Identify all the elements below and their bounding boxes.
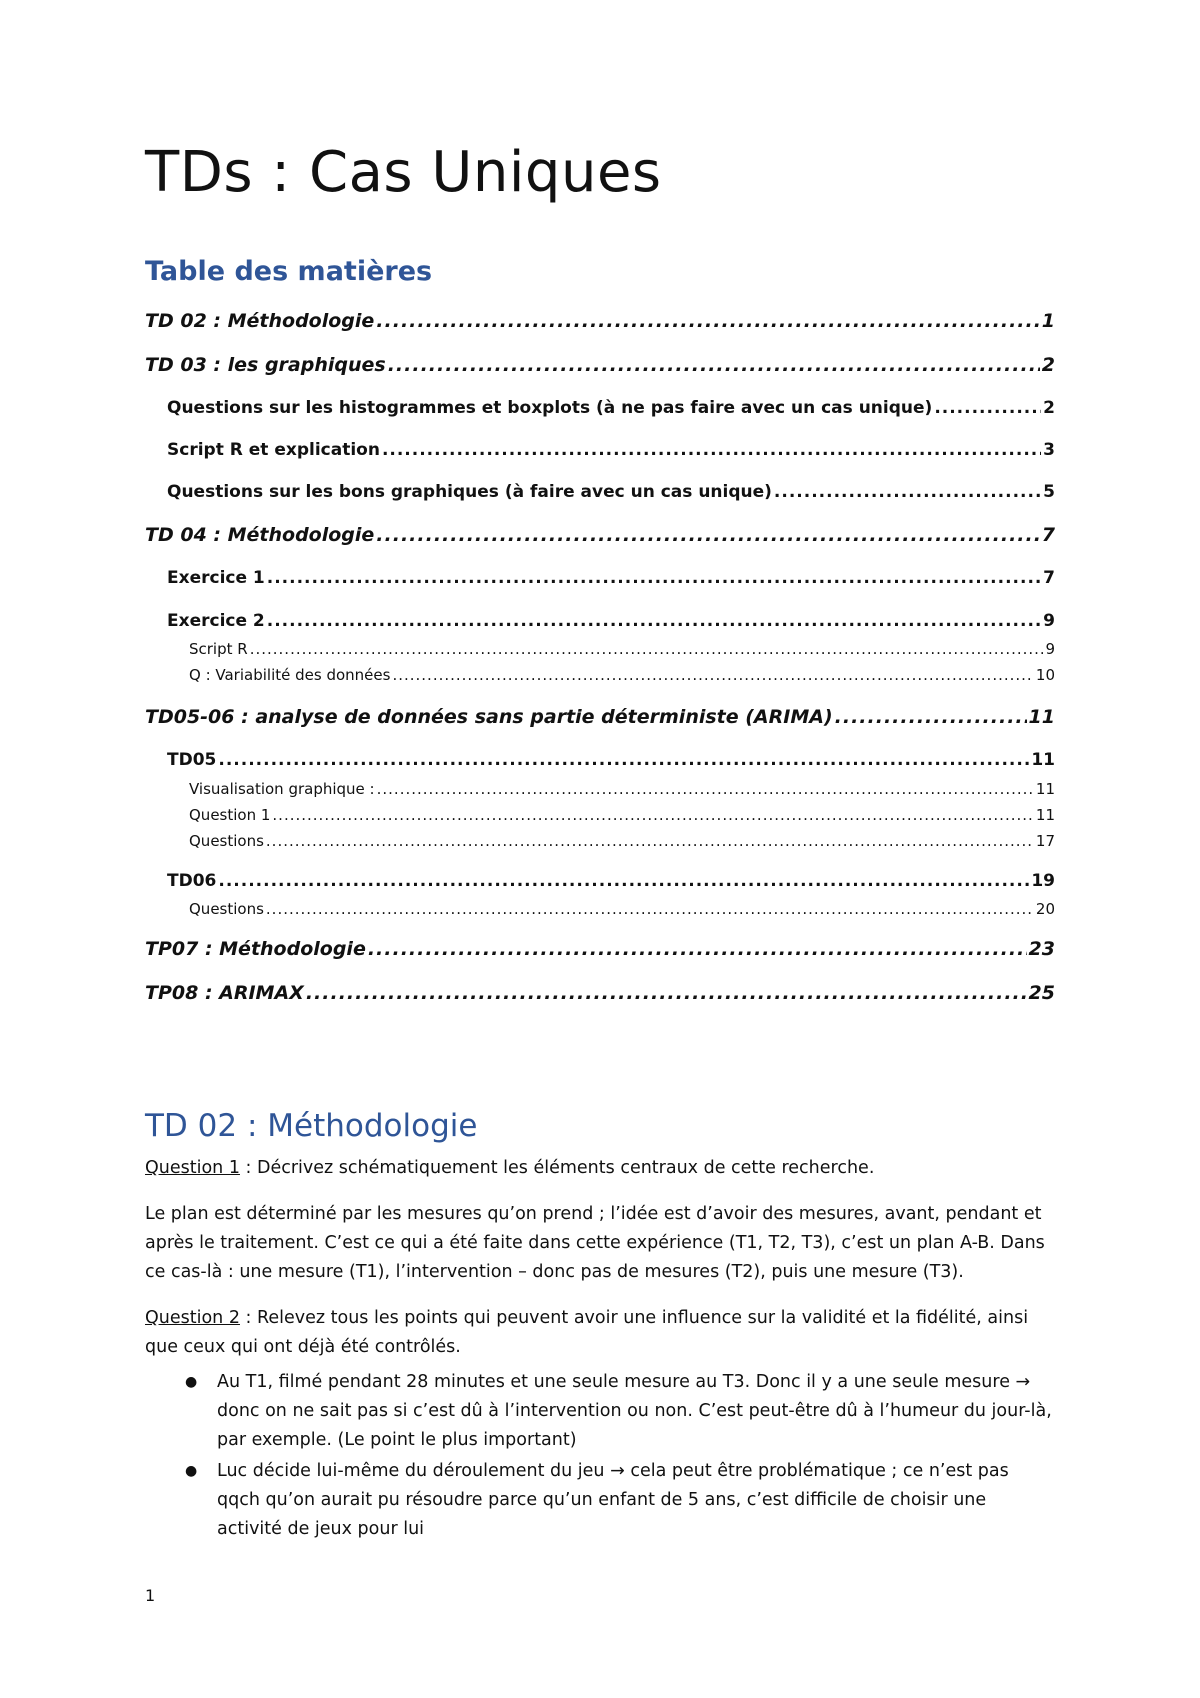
toc-entry[interactable]: [167, 482, 1055, 502]
bullet-text: Au T1, filmé pendant 28 minutes et une seule mesure au T3. Donc il y a une seule mesure: [217, 1372, 1016, 1392]
toc-leader: [368, 938, 1027, 960]
toc-entry-text: Questions: [189, 900, 264, 918]
question-1-label: Question 1: [145, 1158, 240, 1178]
toc-entry-page: 11: [1035, 780, 1055, 798]
toc-leader: [377, 780, 1034, 798]
toc-entry[interactable]: [167, 440, 1055, 460]
document-title: TDs : Cas Uniques: [145, 140, 662, 205]
toc-entry-text: Question 1: [189, 806, 271, 824]
toc-entry-text: TP08 : ARIMAX: [145, 982, 304, 1004]
toc-entry-text: TD 03 : les graphiques: [145, 354, 386, 376]
toc-entry-page: 20: [1035, 900, 1055, 918]
toc-entry-text: TP07 : Méthodologie: [145, 938, 366, 960]
bullet-list: [145, 1368, 1055, 1546]
toc-entry[interactable]: [167, 611, 1055, 631]
toc-entry-page: 1: [1041, 310, 1055, 332]
toc-leader: [266, 832, 1034, 850]
toc-entry-page: 5: [1043, 482, 1055, 502]
toc-entry[interactable]: [167, 750, 1055, 770]
toc-entry-page: 7: [1043, 568, 1055, 588]
toc-leader: [376, 524, 1039, 546]
toc-entry-page: 9: [1045, 640, 1055, 658]
toc-leader: [250, 640, 1044, 658]
toc-entry[interactable]: [167, 871, 1055, 891]
toc-leader: [218, 871, 1029, 891]
toc-entry-page: 25: [1028, 982, 1055, 1004]
toc-entry[interactable]: [145, 982, 1055, 1004]
bullet-text: Luc décide lui-même du déroulement du jeu: [217, 1461, 611, 1481]
question-1: [145, 1154, 1055, 1183]
toc-entry[interactable]: [167, 568, 1055, 588]
toc-entry[interactable]: [145, 938, 1055, 960]
question-2: [145, 1304, 1055, 1362]
toc-leader: [218, 750, 1029, 770]
toc-entry[interactable]: [145, 354, 1055, 376]
toc-entry[interactable]: [189, 640, 1055, 658]
toc-entry-text: Q : Variabilité des données: [189, 666, 391, 684]
toc-leader: [774, 482, 1041, 502]
toc-entry[interactable]: [145, 706, 1055, 728]
toc-entry-text: TD 04 : Méthodologie: [145, 524, 375, 546]
bullet-text: cela peut être problématique ; ce n’est pas qqch qu’on aurait pu résoudre parce qu’un enfant de 5 ans, c’est difficile de choisir une activité de jeux pour lui: [217, 1461, 1009, 1539]
toc-leader: [306, 982, 1027, 1004]
toc-entry-page: 10: [1035, 666, 1055, 684]
toc-entry[interactable]: [189, 780, 1055, 798]
toc-entry-page: 2: [1041, 354, 1055, 376]
section-heading: TD 02 : Méthodologie: [145, 1108, 478, 1144]
toc-entry-text: Exercice 1: [167, 568, 265, 588]
toc-entry-page: 3: [1043, 440, 1055, 460]
toc-entry-text: Script R: [189, 640, 248, 658]
question-2-text: : Relevez tous les points qui peuvent avoir une influence sur la validité et la fidélité, ainsi que ceux qui ont déjà été contrôlés.: [145, 1308, 1029, 1357]
toc-leader: [267, 611, 1041, 631]
toc-entry-text: Questions sur les bons graphiques (à faire avec un cas unique): [167, 482, 772, 502]
toc-heading: Table des matières: [145, 256, 433, 287]
toc-leader: [267, 568, 1041, 588]
question-1-text: : Décrivez schématiquement les éléments centraux de cette recherche.: [239, 1158, 875, 1178]
list-item: [145, 1368, 1055, 1455]
toc-entry[interactable]: [167, 398, 1055, 418]
arrow-right-icon: →: [610, 1461, 625, 1481]
toc-entry-text: Visualisation graphique :: [189, 780, 375, 798]
toc-entry-page: 11: [1028, 706, 1055, 728]
answer-1: Le plan est déterminé par les mesures qu’on prend ; l’idée est d’avoir des mesures, avant, pendant et après le traitement. C’est ce qui a été faite dans cette expérience (T1, T2, T3), c’est un plan A-B. Dans ce cas-là : une mesure (T1), l’intervention – donc pas de mesures (T2), puis une mesure (T3).: [145, 1204, 1045, 1282]
toc-entry-text: TD05-06 : analyse de données sans partie déterministe (ARIMA): [145, 706, 833, 728]
page-number: 1: [145, 1586, 156, 1605]
list-item: [145, 1457, 1055, 1544]
toc-entry-text: TD05: [167, 750, 217, 770]
toc-entry-page: 7: [1041, 524, 1055, 546]
toc-entry[interactable]: [189, 806, 1055, 824]
toc-entry-page: 11: [1035, 806, 1055, 824]
toc-entry[interactable]: [189, 900, 1055, 918]
toc-entry[interactable]: [145, 524, 1055, 546]
toc-leader: [392, 666, 1033, 684]
bullet-dot-icon: ●: [185, 1463, 198, 1479]
toc-leader: [934, 398, 1041, 418]
bullet-text: donc on ne sait pas si c’est dû à l’intervention ou non. C’est peut-être dû à l’humeur du jour-là, par exemple. (Le point le plus important): [217, 1401, 1052, 1450]
toc-leader: [382, 440, 1041, 460]
toc-leader: [272, 806, 1034, 824]
toc-entry-text: TD 02 : Méthodologie: [145, 310, 375, 332]
toc-entry-text: Exercice 2: [167, 611, 265, 631]
toc-leader: [835, 706, 1027, 728]
toc-entry-text: Script R et explication: [167, 440, 380, 460]
toc-entry-text: TD06: [167, 871, 217, 891]
toc-entry-page: 17: [1035, 832, 1055, 850]
toc-entry[interactable]: [145, 310, 1055, 332]
toc-leader: [266, 900, 1034, 918]
toc-leader: [388, 354, 1040, 376]
toc-entry-text: Questions sur les histogrammes et boxplots (à ne pas faire avec un cas unique): [167, 398, 933, 418]
toc-entry-page: 9: [1043, 611, 1055, 631]
toc-entry-page: 2: [1043, 398, 1055, 418]
arrow-right-icon: →: [1015, 1372, 1031, 1392]
toc-entry-page: 11: [1031, 750, 1055, 770]
toc-entry[interactable]: [189, 832, 1055, 850]
toc-entry-page: 19: [1031, 871, 1055, 891]
toc-entry-page: 23: [1028, 938, 1055, 960]
toc-entry[interactable]: [189, 666, 1055, 684]
question-2-label: Question 2: [145, 1308, 240, 1328]
toc-entry-text: Questions: [189, 832, 264, 850]
toc-leader: [376, 310, 1039, 332]
bullet-dot-icon: ●: [185, 1374, 198, 1390]
